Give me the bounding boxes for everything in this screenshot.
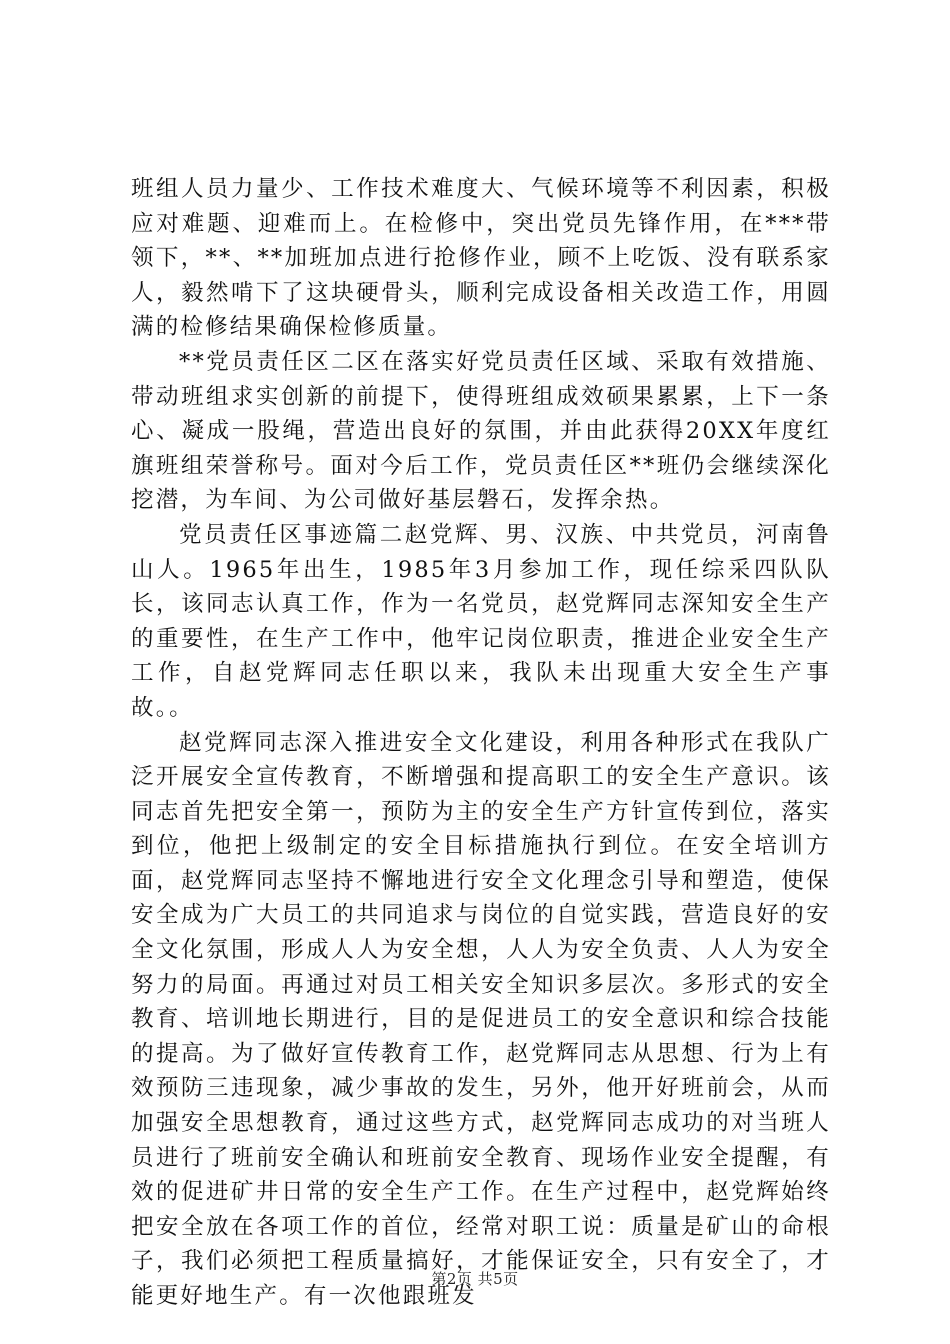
document-body — [131, 172, 831, 1314]
paragraph-3: 党员责任区事迹篇二赵党辉、男、汉族、中共党员，河南鲁山人。1965年出生，1985年3月参加工作，现任综采四队队长，该同志认真工作，作为一名党员，赵党辉同志深知安全生产的重要性，在生产工作中，他牢记岗位职责，推进企业安全生产工作，自赵党辉同志任职以来，我队未出现重大安全生产事故。。 — [131, 521, 831, 721]
page-number-footer: 第2页 共5页 — [431, 1270, 519, 1288]
paragraph-2: **党员责任区二区在落实好党员责任区域、采取有效措施、带动班组求实创新的前提下，使得班组成效硕果累累，上下一条心、凝成一股绳，营造出良好的氛围，并由此获得20XX年度红旗班组荣誉称号。面对今后工作，党员责任区**班仍会继续深化挖潜，为车间、为公司做好基层磐石，发挥余热。 — [131, 348, 831, 514]
paragraph-4: 赵党辉同志深入推进安全文化建设，利用各种形式在我队广泛开展安全宣传教育，不断增强和提高职工的安全生产意识。该同志首先把安全第一，预防为主的安全生产方针宣传到位，落实到位，他把上级制定的安全目标措施执行到位。在安全培训方面，赵党辉同志坚持不懈地进行安全文化理念引导和塑造，使保安全成为广大员工的共同追求与岗位的自觉实践，营造良好的安全文化氛围，形成人人为安全想，人人为安全负责、人人为安全努力的局面。再通过对员工相关安全知识多层次。多形式的安全教育、培训地长期进行，目的是促进员工的安全意识和综合技能的提高。为了做好宣传教育工作，赵党辉同志从思想、行为上有效预防三违现象，减少事故的发生，另外，他开好班前会，从而加强安全思想教育，通过这些方式，赵党辉同志成功的对当班人员进行了班前安全确认和班前安全教育、现场作业安全提醒，有效的促进矿井日常的安全生产工作。在生产过程中，赵党辉始终把安全放在各项工作的首位，经常对职工说：质量是矿山的命根子，我们必须把工程质量搞好，才能保证安全，只有安全了，才能更好地生产。有一次他跟班发 — [131, 729, 831, 1309]
paragraph-1: 班组人员力量少、工作技术难度大、气候环境等不利因素，积极应对难题、迎难而上。在检修中，突出党员先锋作用，在***带领下，**、**加班加点进行抢修作业，顾不上吃饭、没有联系家人，毅然啃下了这块硬骨头，顺利完成设备相关改造工作，用圆满的检修结果确保检修质量。 — [131, 176, 831, 341]
